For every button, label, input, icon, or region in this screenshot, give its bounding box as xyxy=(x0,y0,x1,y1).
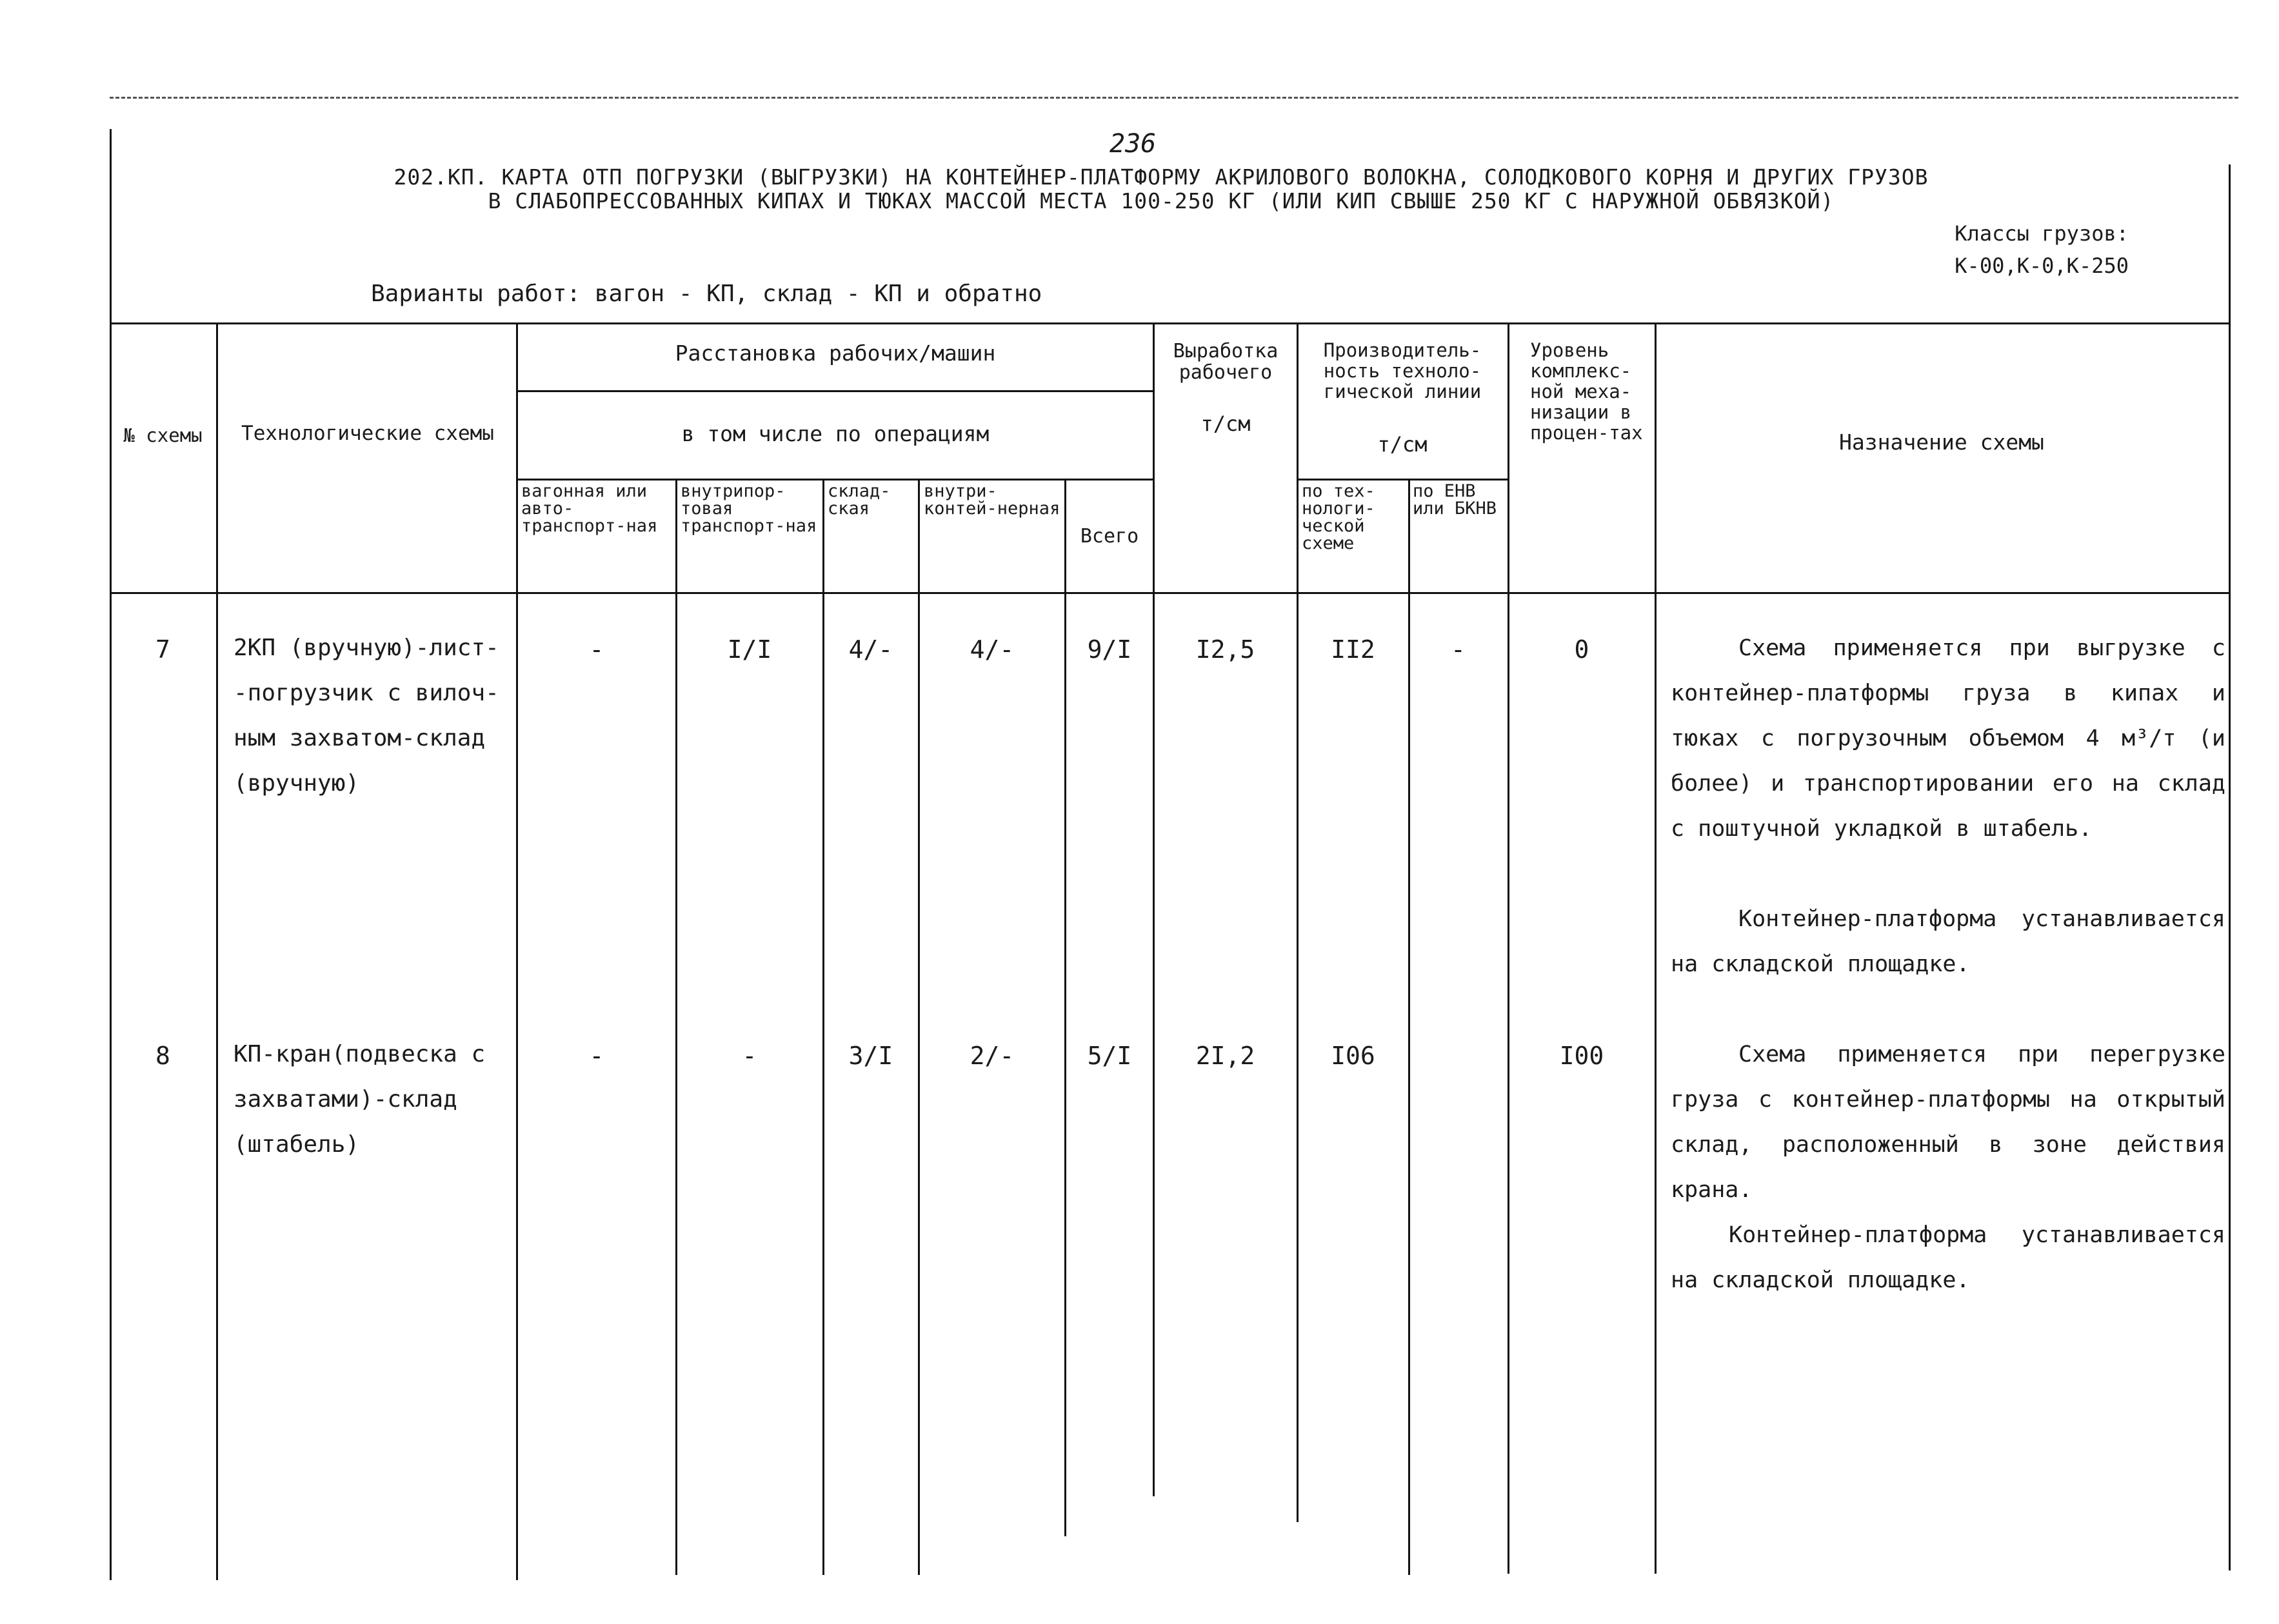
hdr-op-port: внутрипор-товая транспорт-ная xyxy=(681,481,817,536)
row2-mechanization: I00 xyxy=(1559,1042,1604,1070)
placement-subline xyxy=(516,390,1155,392)
row2-wagon: - xyxy=(589,1042,604,1070)
row1-warehouse: 4/- xyxy=(848,635,893,664)
row2-no: 8 xyxy=(155,1042,170,1070)
page-number: 236 xyxy=(1110,129,1157,159)
row2-output: 2I,2 xyxy=(1195,1042,1255,1070)
row2-prod-scheme: I06 xyxy=(1331,1042,1375,1070)
work-variants: Варианты работ: вагон - КП, склад - КП и обратно xyxy=(371,281,1042,307)
col-line-9 xyxy=(1408,479,1410,1575)
row1-output: I2,5 xyxy=(1195,635,1255,664)
row1-tech-line: -погрузчик с вилоч- xyxy=(234,680,499,706)
hdr-productivity: Производитель-ность техноло-гической линии xyxy=(1323,339,1482,402)
header-bottom-line xyxy=(110,592,2231,594)
document-title-line2: В СЛАБОПРЕССОВАННЫХ КИПАХ И ТЮКАХ МАССОЙ МЕСТА 100-250 КГ (ИЛИ КИП СВЫШЕ 250 КГ С НАРУЖНОЙ ОБВЯЗКОЙ) xyxy=(488,188,1835,213)
hdr-tech-schemes: Технологические схемы xyxy=(241,422,494,445)
hdr-op-total: Всего xyxy=(1080,525,1139,548)
left-border xyxy=(110,129,112,1580)
hdr-output: Выработка рабочего xyxy=(1173,340,1279,384)
col-line-2 xyxy=(516,322,518,1580)
row2-container: 2/- xyxy=(970,1042,1015,1070)
hdr-op-container: внутри-контей-нерная xyxy=(924,481,1060,519)
right-border xyxy=(2229,164,2231,1570)
row1-total: 9/I xyxy=(1087,635,1132,664)
hdr-output-unit: т/см xyxy=(1200,411,1251,436)
col-line-10 xyxy=(1508,322,1509,1574)
hdr-op-warehouse: склад-ская xyxy=(828,481,891,519)
col-line-11 xyxy=(1655,322,1657,1574)
hdr-scheme-no: № схемы xyxy=(123,424,203,446)
row2-tech-line: КП-кран(подвеска с xyxy=(234,1041,486,1067)
col-line-5 xyxy=(918,479,920,1575)
row2-tech-line: (штабель) xyxy=(234,1131,360,1158)
col-line-1 xyxy=(216,322,218,1580)
col-line-3 xyxy=(675,479,677,1575)
row1-wagon: - xyxy=(589,635,604,664)
row1-tech-line: ным захватом-склад xyxy=(234,725,486,751)
row2-warehouse: 3/I xyxy=(848,1042,893,1070)
row1-prod-scheme: II2 xyxy=(1331,635,1375,664)
hdr-prod-norm: по ЕНВ или БКНВ xyxy=(1413,481,1497,519)
row1-port: I/I xyxy=(727,635,772,664)
col-line-8 xyxy=(1297,322,1299,1522)
hdr-purpose: Назначение схемы xyxy=(1839,430,2044,455)
productivity-subline xyxy=(1297,479,1509,480)
row1-tech xyxy=(234,626,511,806)
operations-subline xyxy=(516,479,1155,480)
row2-purpose xyxy=(1671,1032,2225,1303)
cargo-classes-label: Классы грузов: xyxy=(1955,221,2129,246)
table-top-line xyxy=(110,322,2231,324)
hdr-mechanization: Уровень комплекс-ной меха-низации в процен-тах xyxy=(1530,339,1643,444)
hdr-placement: Расстановка рабочих/машин xyxy=(675,341,996,366)
document-title-line1: 202.КП. КАРТА ОТП ПОГРУЗКИ (ВЫГРУЗКИ) НА КОНТЕЙНЕР-ПЛАТФОРМУ АКРИЛОВОГО ВОЛОКНА, СОЛОДКОВОГО КОРНЯ И ДРУГИХ ГРУЗОВ xyxy=(393,164,1929,190)
row1-mechanization: 0 xyxy=(1574,635,1589,664)
cargo-classes-value: К-00,К-0,К-250 xyxy=(1955,253,2129,278)
hdr-op-wagon: вагонная или авто-транспорт-ная xyxy=(521,481,658,536)
row2-port: - xyxy=(742,1042,757,1070)
cargo-classes-block xyxy=(1858,218,2129,282)
row1-purpose-p2: Контейнер-платформа устанавливается на складской площадке. xyxy=(1671,906,2225,977)
col-line-6 xyxy=(1064,479,1066,1536)
hdr-prod-scheme: по тех-нологи-ческой схеме xyxy=(1302,481,1375,553)
row2-purpose-p2: Контейнер-платформа устанавливается на складской площадке. xyxy=(1671,1222,2225,1293)
row1-prod-norm: - xyxy=(1451,635,1466,664)
col-line-7 xyxy=(1153,322,1155,1496)
row1-tech-line: 2КП (вручную)-лист- xyxy=(234,635,499,661)
row1-container: 4/- xyxy=(970,635,1015,664)
hdr-by-operations: в том числе по операциям xyxy=(681,421,990,446)
row1-purpose-p1: Схема применяется при выгрузке с контейнер-платформы груза в кипах и тюках с погрузочным объемом 4 м³/т (и более) и транспортировании его на склад с поштучной укладкой в штабель. xyxy=(1671,635,2225,842)
scan-top-border xyxy=(110,97,2238,101)
row1-tech-line: (вручную) xyxy=(234,770,360,797)
row2-tech-line: захватами)-склад xyxy=(234,1086,457,1113)
row2-total: 5/I xyxy=(1087,1042,1132,1070)
row2-tech xyxy=(234,1032,511,1167)
row2-purpose-p1: Схема применяется при перегрузке груза с контейнер-платформы на открытый склад, расположенный в зоне действия крана. xyxy=(1671,1042,2225,1203)
hdr-productivity-unit: т/см xyxy=(1377,432,1428,457)
row1-no: 7 xyxy=(155,635,170,664)
row1-purpose xyxy=(1671,626,2225,987)
col-line-4 xyxy=(822,479,824,1575)
